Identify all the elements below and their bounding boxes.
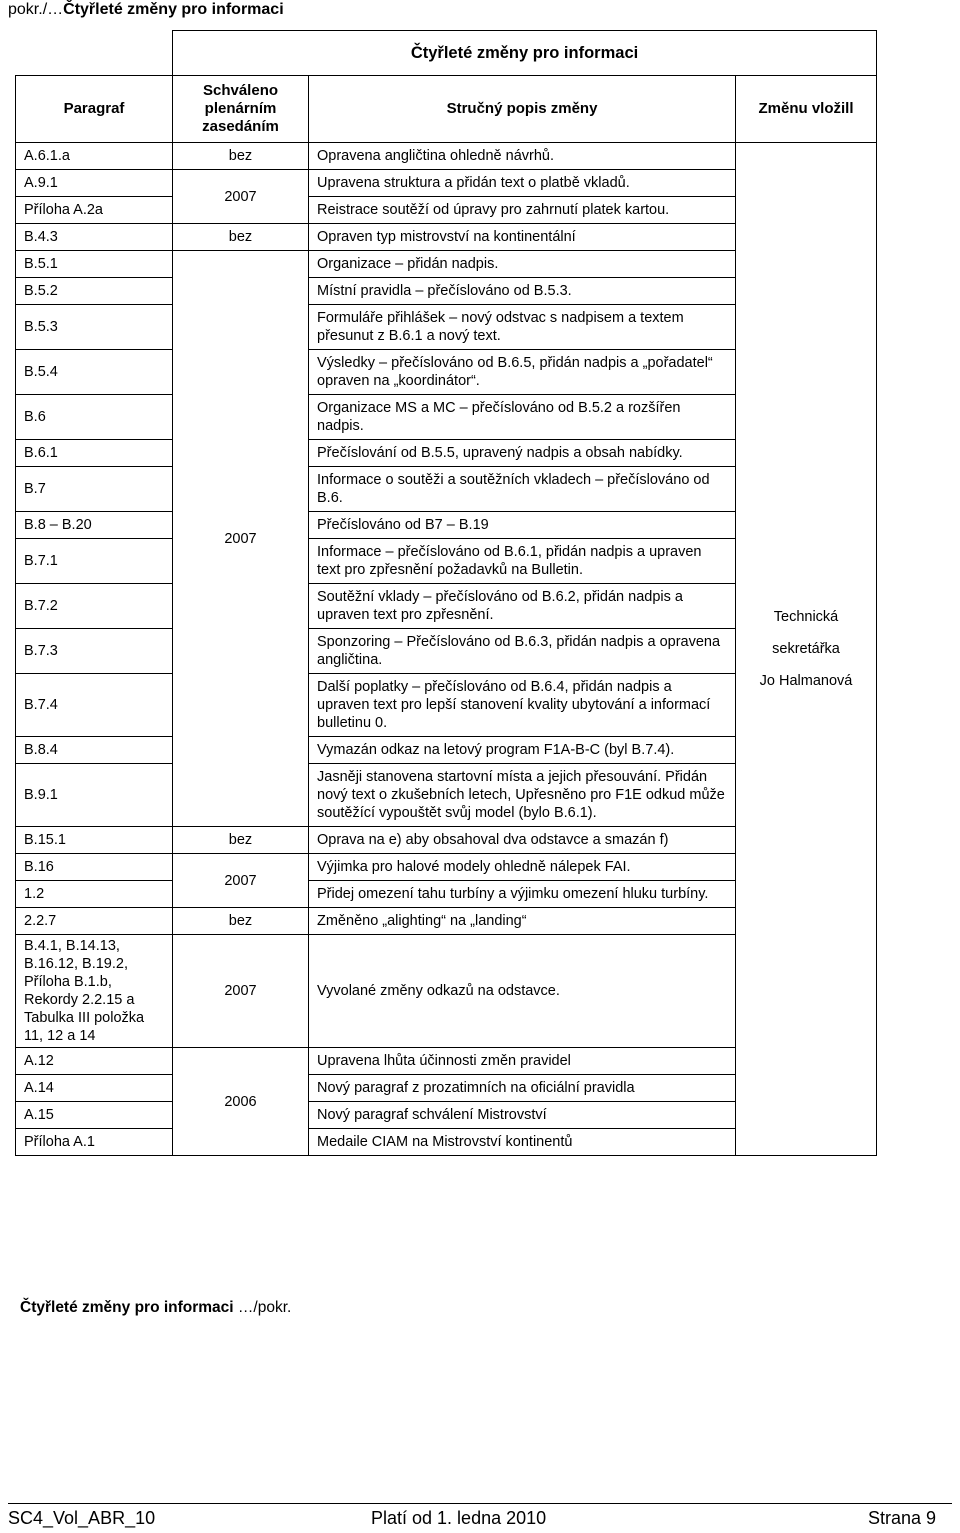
description-cell: Oprava na e) aby obsahoval dva odstavce a smazán f) <box>309 827 736 854</box>
paragraph-cell: B.4.3 <box>16 224 173 251</box>
author-name: Jo Halmanová <box>759 673 853 689</box>
paragraph-cell: B.8.4 <box>16 737 173 764</box>
approval-cell: bez <box>173 827 309 854</box>
paragraph-cell: A.9.1 <box>16 170 173 197</box>
table-title: Čtyřleté změny pro informaci <box>173 31 877 76</box>
approval-cell: 2007 <box>173 854 309 908</box>
paragraph-cell: A.12 <box>16 1048 173 1075</box>
footer-validity: Platí od 1. ledna 2010 <box>371 1508 547 1528</box>
paragraph-cell: A.15 <box>16 1102 173 1129</box>
description-cell: Změněno „alighting“ na „landing“ <box>309 908 736 935</box>
approval-cell: bez <box>173 908 309 935</box>
author-cell <box>736 143 877 1156</box>
paragraph-cell: A.14 <box>16 1075 173 1102</box>
paragraph-cell: B.8 – B.20 <box>16 512 173 539</box>
col-header-paragraf: Paragraf <box>16 76 173 143</box>
author-line: sekretářka <box>772 641 840 657</box>
description-cell: Sponzoring – Přečíslováno od B.6.3, přidán nadpis a opravena angličtina. <box>309 629 736 674</box>
approval-cell: bez <box>173 224 309 251</box>
paragraph-cell: B.6 <box>16 395 173 440</box>
description-cell: Opraven typ mistrovství na kontinentální <box>309 224 736 251</box>
description-cell: Nový paragraf schválení Mistrovství <box>309 1102 736 1129</box>
footer-divider <box>8 1503 952 1504</box>
description-cell: Organizace – přidán nadpis. <box>309 251 736 278</box>
description-cell: Výsledky – přečíslováno od B.6.5, přidán nadpis a „pořadatel“ opraven na „koordinátor“. <box>309 350 736 395</box>
header-prefix: pokr./… <box>8 1 64 18</box>
footer-doc-id: SC4_Vol_ABR_10 <box>8 1508 156 1528</box>
paragraph-cell: B.16 <box>16 854 173 881</box>
description-cell: Organizace MS a MC – přečíslováno od B.5.2 a rozšířen nadpis. <box>309 395 736 440</box>
description-cell: Informace – přečíslováno od B.6.1, přidán nadpis a upraven text pro zpřesnění požadavků na Bulletin. <box>309 539 736 584</box>
paragraph-cell: B.4.1, B.14.13, B.16.12, B.19.2, Příloha B.1.b, Rekordy 2.2.15 a Tabulka III položka 11, 12 a 14 <box>16 935 173 1048</box>
paragraph-cell: B.5.1 <box>16 251 173 278</box>
description-cell: Opravena angličtina ohledně návrhů. <box>309 143 736 170</box>
description-cell: Upravena lhůta účinnosti změn pravidel <box>309 1048 736 1075</box>
paragraph-cell: B.9.1 <box>16 764 173 827</box>
description-cell: Jasněji stanovena startovní místa a jejich přesouvání. Přidán nový text o zkušebních letech, Upřesněno pro F1E odkud může soutěžící vypouštět svůj model (bylo B.6.1). <box>309 764 736 827</box>
paragraph-cell: Příloha A.2a <box>16 197 173 224</box>
approval-cell: 2007 <box>173 170 309 224</box>
approval-cell: 2006 <box>173 1048 309 1156</box>
description-cell: Reistrace soutěží od úpravy pro zahrnutí platek kartou. <box>309 197 736 224</box>
paragraph-cell: B.5.4 <box>16 350 173 395</box>
author-line: Technická <box>773 609 839 625</box>
description-cell: Formuláře přihlášek – nový odstvac s nadpisem a textem přesunut z B.6.1 a nový text. <box>309 305 736 350</box>
description-cell: Upravena struktura a přidán text o platbě vkladů. <box>309 170 736 197</box>
paragraph-cell: B.7.3 <box>16 629 173 674</box>
footer-page-number: Strana 9 <box>868 1508 937 1528</box>
col-header-vlozil: Změnu vložill <box>736 76 877 143</box>
paragraph-cell: B.15.1 <box>16 827 173 854</box>
paragraph-cell: 2.2.7 <box>16 908 173 935</box>
paragraph-cell: B.6.1 <box>16 440 173 467</box>
paragraph-cell: Příloha A.1 <box>16 1129 173 1156</box>
paragraph-cell: B.5.3 <box>16 305 173 350</box>
description-cell: Vyvolané změny odkazů na odstavce. <box>309 935 736 1048</box>
bottom-header-title: Čtyřleté změny pro informaci <box>20 1299 234 1316</box>
paragraph-cell: A.6.1.a <box>16 143 173 170</box>
col-header-schvaleno: Schváleno plenárním zasedáním <box>173 76 309 143</box>
paragraph-cell: B.7.1 <box>16 539 173 584</box>
bottom-header <box>20 1299 291 1317</box>
changes-table <box>15 30 877 1156</box>
approval-cell: 2007 <box>173 935 309 1048</box>
paragraph-cell: B.5.2 <box>16 278 173 305</box>
approval-cell: bez <box>173 143 309 170</box>
table-title-row <box>16 31 877 76</box>
description-cell: Výjimka pro halové modely ohledně nálepek FAI. <box>309 854 736 881</box>
approval-cell: 2007 <box>173 251 309 827</box>
table-header-row <box>16 76 877 143</box>
description-cell: Další poplatky – přečíslováno od B.6.4, přidán nadpis a upraven text pro lepší stanovení kvality ubytování a informací bulletinu 0. <box>309 674 736 737</box>
bottom-header-suffix: …/pokr. <box>233 1299 292 1316</box>
description-cell: Místní pravidla – přečíslováno od B.5.3. <box>309 278 736 305</box>
description-cell: Soutěžní vklady – přečíslováno od B.6.2, přidán nadpis a upraven text pro zpřesnění. <box>309 584 736 629</box>
paragraph-cell: B.7 <box>16 467 173 512</box>
description-cell: Přečíslování od B.5.5, upravený nadpis a obsah nabídky. <box>309 440 736 467</box>
table-row <box>16 143 877 170</box>
description-cell: Medaile CIAM na Mistrovství kontinentů <box>309 1129 736 1156</box>
header-title: Čtyřleté změny pro informaci <box>63 1 284 18</box>
description-cell: Vymazán odkaz na letový program F1A-B-C (byl B.7.4). <box>309 737 736 764</box>
paragraph-cell: B.7.2 <box>16 584 173 629</box>
description-cell: Informace o soutěži a soutěžních vkladech – přečíslováno od B.6. <box>309 467 736 512</box>
paragraph-cell: B.7.4 <box>16 674 173 737</box>
description-cell: Přidej omezení tahu turbíny a výjimku omezení hluku turbíny. <box>309 881 736 908</box>
description-cell: Přečíslováno od B7 – B.19 <box>309 512 736 539</box>
description-cell: Nový paragraf z prozatimních na oficiální pravidla <box>309 1075 736 1102</box>
paragraph-cell: 1.2 <box>16 881 173 908</box>
page-header <box>8 0 284 20</box>
col-header-popis: Stručný popis změny <box>309 76 736 143</box>
